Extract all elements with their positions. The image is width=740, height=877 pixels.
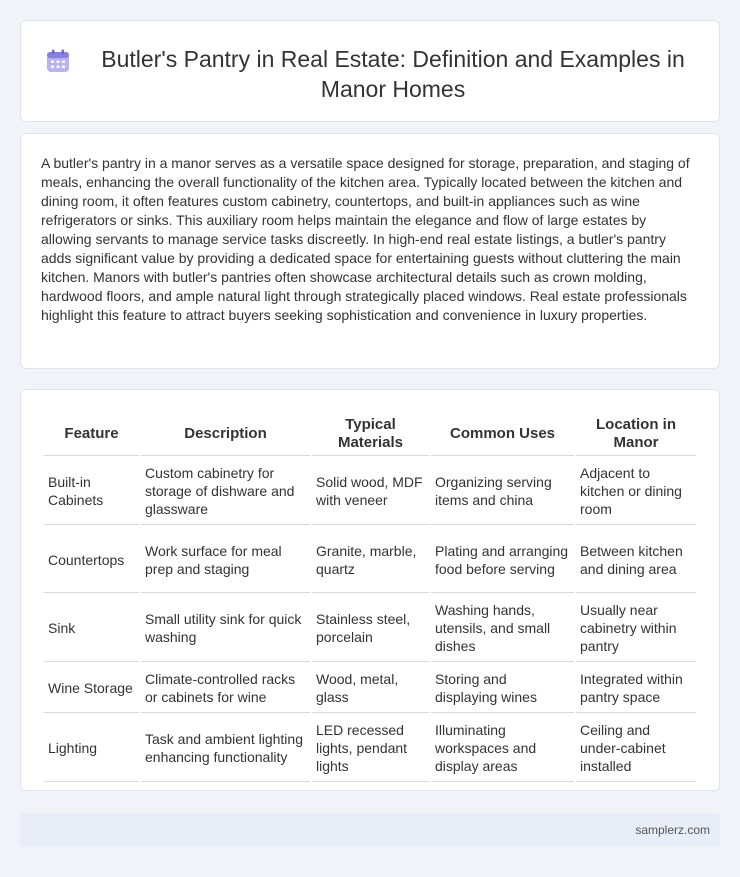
intro-card <box>20 133 720 369</box>
cell-uses: Plating and arranging food before serving <box>431 527 574 593</box>
cell-materials: LED recessed lights, pendant lights <box>312 715 429 782</box>
cell-feature: Sink <box>44 595 139 662</box>
cell-location: Ceiling and under-cabinet installed <box>576 715 696 782</box>
table-header-row <box>44 413 696 456</box>
footer-site-link[interactable]: samplerz.com <box>635 823 710 837</box>
cell-description: Climate-controlled racks or cabinets for wine <box>141 664 310 713</box>
cell-description: Custom cabinetry for storage of dishware and glassware <box>141 458 310 525</box>
table-row <box>44 458 696 525</box>
title-row <box>21 21 719 104</box>
table-row <box>44 527 696 593</box>
cell-materials: Wood, metal, glass <box>312 664 429 713</box>
table-row <box>44 664 696 713</box>
table-card <box>20 389 720 791</box>
table-row <box>44 595 696 662</box>
cell-feature: Built-in Cabinets <box>44 458 139 525</box>
cell-materials: Solid wood, MDF with veneer <box>312 458 429 525</box>
column-header-feature: Feature <box>44 413 139 456</box>
cell-feature: Wine Storage <box>44 664 139 713</box>
cell-description: Small utility sink for quick washing <box>141 595 310 662</box>
header-card <box>20 20 720 122</box>
cell-description: Task and ambient lighting enhancing functionality <box>141 715 310 782</box>
cell-feature: Lighting <box>44 715 139 782</box>
cell-description: Work surface for meal prep and staging <box>141 527 310 593</box>
column-header-description: Description <box>141 413 310 456</box>
intro-paragraph: A butler's pantry in a manor serves as a versatile space designed for storage, preparation, and staging of meals, enhancing the overall functionality of the kitchen area. Typically located between the kitchen and dining room, it often features custom cabinetry, countertops, and built-in appliances such as wine refrigerators or sinks. This auxiliary room helps maintain the elegance and flow of large estates by allowing servants to manage service tasks discreetly. In high-end real estate listings, a butler's pantry adds significant value by providing a dedicated space for entertaining guests without cluttering the main kitchen. Manors with butler's pantries often showcase architectural details such as crown molding, hardwood floors, and ample natural light through strategically placed windows. Real estate professionals highlight this feature to attract buyers seeking sophistication and convenience in luxury properties. <box>41 155 690 323</box>
cell-uses: Organizing serving items and china <box>431 458 574 525</box>
cell-uses: Washing hands, utensils, and small dishes <box>431 595 574 662</box>
cell-uses: Illuminating workspaces and display areas <box>431 715 574 782</box>
cell-location: Adjacent to kitchen or dining room <box>576 458 696 525</box>
cell-feature: Countertops <box>44 527 139 593</box>
cell-location: Usually near cabinetry within pantry <box>576 595 696 662</box>
cell-location: Integrated within pantry space <box>576 664 696 713</box>
footer-bar <box>20 813 720 847</box>
page-title: Butler's Pantry in Real Estate: Definition and Examples in Manor Homes <box>101 46 685 102</box>
features-table <box>42 411 698 784</box>
cell-materials: Stainless steel, porcelain <box>312 595 429 662</box>
cell-location: Between kitchen and dining area <box>576 527 696 593</box>
calendar-icon <box>45 48 71 74</box>
table-row <box>44 715 696 782</box>
column-header-location: Location in Manor <box>576 413 696 456</box>
cell-materials: Granite, marble, quartz <box>312 527 429 593</box>
column-header-uses: Common Uses <box>431 413 574 456</box>
column-header-materials: Typical Materials <box>312 413 429 456</box>
cell-uses: Storing and displaying wines <box>431 664 574 713</box>
